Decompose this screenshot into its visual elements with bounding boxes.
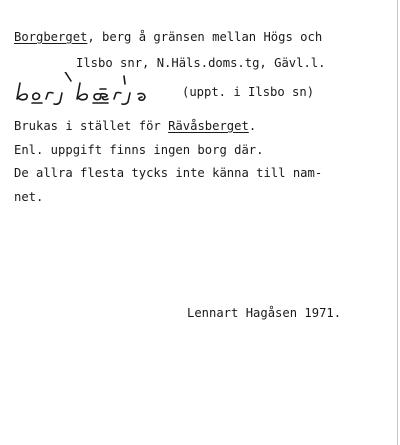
glyph-o: [33, 93, 40, 100]
stress-mark-1: [64, 72, 71, 81]
glyph-j-1: [54, 93, 62, 104]
card-edge: [397, 0, 398, 445]
info-line-2: De allra flesta tycks inte känna till nam-: [14, 166, 323, 180]
headword-description: , berg å gränsen mellan Högs och: [87, 30, 323, 44]
glyph-j-2: [122, 93, 130, 104]
glyph-b-2: [77, 83, 87, 100]
glyph-ae: [94, 94, 108, 100]
stress-mark-2: [124, 76, 125, 84]
glyph-r-2: [114, 93, 121, 100]
info-line-1: Enl. uppgift finns ingen borg där.: [14, 143, 264, 157]
phonetic-transcription: [12, 72, 192, 106]
alternate-name: Rävåsberget: [168, 119, 249, 133]
info-line-3: net.: [14, 190, 44, 204]
signature: Lennart Hagåsen 1971.: [187, 306, 342, 320]
glyph-r-1: [46, 93, 53, 100]
location-line: Ilsbo snr, N.Häls.doms.tg, Gävl.l.: [76, 56, 326, 70]
glyph-schwa: [138, 93, 145, 100]
headword: Borgberget: [14, 30, 88, 44]
glyph-b-1: [17, 83, 27, 100]
usage-period: .: [248, 119, 257, 133]
phonetic-transcription-glyphs: [12, 72, 192, 106]
usage-line: [14, 119, 256, 134]
headword-line: [14, 30, 322, 45]
usage-text: Brukas i stället för: [14, 119, 169, 133]
phonetic-note: (uppt. i Ilsbo sn): [182, 85, 315, 99]
